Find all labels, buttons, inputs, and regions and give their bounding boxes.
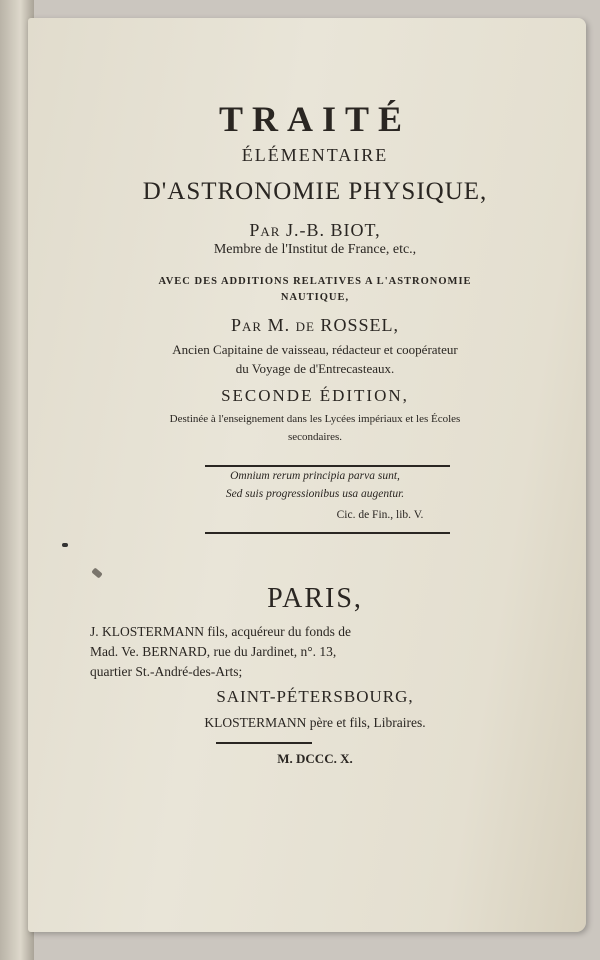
- coauthor-description-2: du Voyage de d'Entrecasteaux.: [235, 361, 395, 376]
- coauthor-line: Par M. de ROSSEL,: [231, 315, 399, 335]
- city-saint-petersbourg: SAINT-PÉTERSBOURG,: [216, 687, 414, 706]
- epigraph-line-1: Omnium rerum principia parva sunt,: [230, 470, 400, 482]
- city-paris: PARIS,: [267, 583, 363, 614]
- year: M. DCCC. X.: [277, 751, 353, 766]
- subtitle-astronomie: D'ASTRONOMIE PHYSIQUE,: [142, 178, 488, 205]
- purpose-line-2: secondaires.: [287, 431, 343, 443]
- publisher-line-2: Mad. Ve. BERNARD, rue du Jardinet, n°. 13,: [90, 644, 337, 659]
- purpose-line-1: Destinée à l'enseignement dans les Lycées impériaux et les Écoles: [169, 413, 461, 425]
- publisher-line-1: J. KLOSTERMANN fils, acquéreur du fonds de: [90, 624, 351, 639]
- publisher-line-3: quartier St.-André-des-Arts;: [90, 664, 243, 679]
- edition: SECONDE ÉDITION,: [221, 386, 409, 405]
- epigraph-line-2: Sed suis progressionibus usa augentur.: [225, 488, 405, 500]
- rule-bottom: [205, 532, 450, 534]
- additions-line-1: AVEC DES ADDITIONS RELATIVES A L'ASTRONOMIE: [158, 276, 472, 287]
- epigraph-source: Cic. de Fin., lib. V.: [336, 509, 424, 521]
- ink-spot: [62, 543, 68, 547]
- publisher-2: KLOSTERMANN père et fils, Libraires.: [204, 715, 426, 730]
- author-description: Membre de l'Institut de France, etc.,: [213, 242, 417, 257]
- title: TRAITÉ: [218, 99, 412, 139]
- additions-line-2: NAUTIQUE,: [280, 292, 350, 303]
- rule-top: [205, 465, 450, 467]
- rule-imprint: [216, 742, 312, 744]
- author-line: Par J.-B. BIOT,: [249, 220, 381, 240]
- coauthor-description-1: Ancien Capitaine de vaisseau, rédacteur et coopérateur: [172, 342, 458, 357]
- subtitle-elementaire: ÉLÉMENTAIRE: [241, 145, 389, 165]
